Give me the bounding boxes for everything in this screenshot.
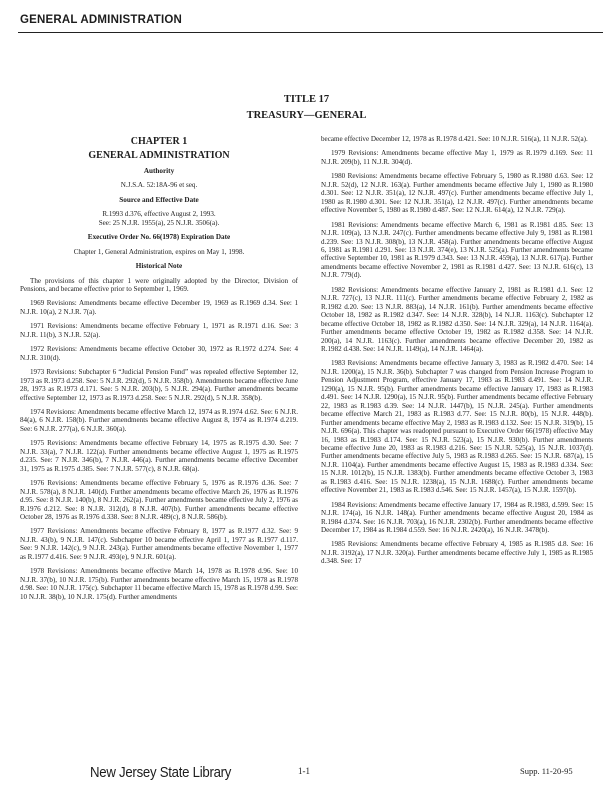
chapter-title: GENERAL ADMINISTRATION <box>88 150 230 162</box>
history-paragraph: 1979 Revisions: Amendments became effective May 1, 1979 as R.1979 d.169. See: 11 N.J.R. 209(b), 11 N.J.R. 304(d). <box>321 149 593 166</box>
header-rule <box>18 32 603 33</box>
subtitle: TREASURY—GENERAL <box>246 110 367 121</box>
source-heading: Source and Effective Date <box>119 195 199 204</box>
history-paragraph: 1972 Revisions: Amendments became effective October 30, 1972 as R.1972 d.274. See: 4 N.J.R. 310(d). <box>20 345 298 362</box>
library-watermark: New Jersey State Library <box>90 764 232 781</box>
history-paragraph: 1971 Revisions: Amendments became effective February 1, 1971 as R.1971 d.16. See: 3 N.J.R. 11(b), 3 N.J.R. 52(a). <box>20 322 298 339</box>
history-paragraph: 1969 Revisions: Amendments became effective December 19, 1969 as R.1969 d.34. See: 1 N.J.R. 10(a), 2 N.J.R. 7(a). <box>20 299 298 316</box>
history-paragraph: 1985 Revisions: Amendments became effective February 4, 1985 as R.1985 d.8. See: 16 N.J.R. 3192(a), 17 N.J.R. 320(a). Further amendments became effective July 1, 1985 as R.1985 d.348. See: 17 <box>321 540 593 566</box>
history-paragraph: 1980 Revisions: Amendments became effective February 5, 1980 as R.1980 d.63. See: 12 N.J.R. 52(d), 12 N.J.R. 163(a). Further amendments became effective July 1, 1980 as R.1980 d.301. See: 12 N.J.R. 351(a), 12 N.J.R. 497(c). Further amendments became effective July 1, 1980 as R.1980 d.301. See: 12 N.J.R. 351(a), 12 N.J.R. 497(c). Further amendments became effective November 5, 1980 as R.1980 d.487. See: 12 N.J.R. 614(a), 12 N.J.R. 729(a). <box>321 172 593 215</box>
executive-order-heading: Executive Order No. 66(1978) Expiration Date <box>87 233 231 242</box>
history-paragraph: 1973 Revisions: Subchapter 6 “Judicial Pension Fund” was repealed effective September 12, 1973 as R.1973 d.258. See: 5 N.J.R. 292(d), 5 N.J.R. 358(b). Amendments became effective June 28, 1973 as R.1973 d.171. See: 5 N.J.R. 203(b), 5 N.J.R. 294(a). Further amendments became effective September 12, 1973 as R.1973 d.258. See: 5 N.J.R. 292(d), 5 N.J.R. 358(b). <box>20 368 298 402</box>
history-paragraph: 1977 Revisions: Amendments became effective February 8, 1977 as R.1977 d.32. See: 9 N.J.R. 43(b), 9 N.J.R. 147(c). Subchapter 10 became effective April 1, 1977 as R.1977 d.117. See: 9 N.J.R. 142(c), 9 N.J.R. 243(a). Further amendments became effective November 1, 1977 as R.1977 d.416. See: 9 N.J.R. 493(e), 9 N.J.R. 601(a). <box>20 527 298 561</box>
title: TITLE 17 <box>283 94 330 105</box>
history-paragraph: 1983 Revisions: Amendments became effective January 3, 1983 as R.1982 d.470. See: 14 N.J.R. 1200(a), 15 N.J.R. 36(b). Subchapter 7 was changed from Pension Increase Program to Pension Adjustment Program, effective January 17, 1983 as R.1983 d.491. See: 14 N.J.R. 1290(a), 15 N.J.R. 95(b). Further amendments became effective January 17, 1983 as R.1983 d.491. See: 14 N.J.R. 1290(a), 15 N.J.R. 95(b). Further amendments became effective February 22, 1983 as R.1983 d.39. See: 14 N.J.R. 1447(b), 15 N.J.R. 245(a). Further amendments became effective March 21, 1983 as R.1983 d.77. See: 15 N.J.R. 80(b), 15 N.J.R. 448(b). Further amendments became effective May 2, 1983 as R.1983 d.132. See: 15 N.J.R. 319(b), 15 N.J.R. 696(a). This chapter was readopted pursuant to Executive Order 66(1978) effective May 16, 1983 as R.1983 d.174. See: 15 N.J.R. 523(a), 15 N.J.R. 930(b). Further amendments became effective June 20, 1983 as R.1983 d.216. See: 15 N.J.R. 525(a), 15 N.J.R. 1037(d). Further amendments became effective July 5, 1983 as R.1983 d.265. See: 15 N.J.R. 687(a), 15 N.J.R. 1104(a). Further amendments became effective August 15, 1983 as R.1983 d.334. See: 15 N.J.R. 1012(b), 15 N.J.R. 1383(b). Further amendments became effective October 3, 1983 as R.1983 d.416. See: 15 N.J.R. 1238(a), 15 N.J.R. 1688(c). Further amendments became effective November 21, 1983 as R.1983 d.546. See: 15 N.J.R. 1457(a), 15 N.J.R. 1597(b). <box>321 359 593 495</box>
history-paragraph: 1974 Revisions: Amendments became effective March 12, 1974 as R.1974 d.62. See: 6 N.J.R. 84(a), 6 N.J.R. 158(b). Further amendments became effective August 8, 1974 as R.1974 d.219. See: 6 N.J.R. 277(a), 6 N.J.R. 360(a). <box>20 407 298 433</box>
history-paragraph: 1978 Revisions: Amendments became effective March 14, 1978 as R.1978 d.96. See: 10 N.J.R. 37(b), 10 N.J.R. 175(b). Further amendments became effective March 15, 1978 as R.1978 d.98. See: 10 N.J.R. 175(c). Subchapter 11 became effective March 15, 1978 as R.1978 d.99. See: 10 N.J.R. 38(b), 10 N.J.R. 175(d). Further amendments <box>20 567 298 601</box>
supplement-date: Supp. 11-20-95 <box>520 766 573 776</box>
source-line-2: See: 25 N.J.R. 1955(a), 25 N.J.R. 3506(a). <box>98 218 220 227</box>
authority-heading: Authority <box>143 166 175 175</box>
history-paragraph: became effective December 12, 1978 as R.1978 d.421. See: 10 N.J.R. 516(a), 11 N.J.R. 52(a). <box>321 135 588 143</box>
history-paragraph: 1975 Revisions: Amendments became effective February 14, 1975 as R.1975 d.30. See: 7 N.J.R. 33(a), 7 N.J.R. 122(a). Further amendments became effective August 1, 1975 as R.1975 d.235. See: 7 N.J.R. 346(b), 7 N.J.R. 446(a). Further amendments became effective December 31, 1975 as R.1975 d.385. See: 7 N.J.R. 577(c), 8 N.J.R. 68(a). <box>20 439 298 473</box>
page-number: 1-1 <box>298 766 310 776</box>
history-paragraph: 1982 Revisions: Amendments became effective January 2, 1981 as R.1981 d.1. See: 12 N.J.R. 727(c), 13 N.J.R. 111(c). Further amendments became effective February 2, 1982 as R.1982 d.20. See: 13 N.J.R. 883(a), 14 N.J.R. 161(b). Further amendments became effective October 18, 1982 as R.1982 d.347. See: 14 N.J.R. 328(b), 14 N.J.R. 1163(c). Subchapter 12 became effective October 18, 1982 as R.1982 d.350. See: 14 N.J.R. 329(a), 14 N.J.R. 1164(a). Further amendments became effective October 19, 1982 as R.1982 d.358. See: 14 N.J.R. 200(a), 14 N.J.R. 1163(c). Further amendments became effective December 20, 1982 as R.1982 d.438. See: 14 N.J.R. 1149(a), 14 N.J.R. 1464(a). <box>321 285 593 353</box>
authority-text: N.J.S.A. 52:18A-96 et seq. <box>120 181 198 190</box>
history-paragraph: 1981 Revisions: Amendments became effective March 6, 1981 as R.1981 d.85. See: 13 N.J.R. 109(a), 13 N.J.R. 247(c). Further amendments became effective July 9, 1981 as R.1981 d.239. See: 13 N.J.R. 308(b), 13 N.J.R. 458(a). Further amendments became effective August 6, 1981 as R.1981 d.291. See: 13 N.J.R. 374(e), 13 N.J.R. 525(a). Further amendments became effective September 10, 1981 as R.1979 d.343. See: 13 N.J.R. 459(a), 13 N.J.R. 617(a). Further amendments became effective November 2, 1981 as R.1981 d.427. See: 13 N.J.R. 616(c), 13 N.J.R. 779(d). <box>321 220 593 280</box>
source-line-1: R.1993 d.376, effective August 2, 1993. <box>102 210 216 219</box>
running-header: GENERAL ADMINISTRATION <box>20 14 182 26</box>
left-column <box>20 138 298 607</box>
chapter-heading: CHAPTER 1 <box>130 136 188 147</box>
right-column <box>321 135 593 572</box>
history-paragraph: 1984 Revisions: Amendments became effective January 17, 1984 as R.1983, d.599. See: 15 N.J.R. 174(a), 16 N.J.R. 148(a). Further amendments became effective August 20, 1984 as R.1984 d.374. See: 16 N.J.R. 703(a), 16 N.J.R. 2302(b). Further amendments became effective December 17, 1984 as R.1984 d.559. See: 16 N.J.R. 2420(a), 16 N.J.R. 3478(b). <box>321 500 593 535</box>
history-paragraph: 1976 Revisions: Amendments became effective February 5, 1976 as R.1976 d.36. See: 7 N.J.R. 578(a), 8 N.J.R. 140(d). Further amendments became effective March 26, 1976 as R.1976 d.95. See: 8 N.J.R. 140(b), 8 N.J.R. 262(a). Further amendments became effective July 2, 1976 as R.1976 d.212. See: 8 N.J.R. 312(d), 8 N.J.R. 407(b). Further amendments became effective October 28, 1976 as R.1976 d.338. See: 8 N.J.R. 489(c), 8 N.J.R. 586(b). <box>20 479 298 521</box>
historical-note-heading: Historical Note <box>135 262 183 271</box>
executive-order-text: Chapter 1, General Administration, expires on May 1, 1998. <box>73 247 245 256</box>
history-paragraph: The provisions of this chapter 1 were originally adopted by the Director, Division of Pensions, and became effective prior to September 1, 1969. <box>20 276 298 293</box>
